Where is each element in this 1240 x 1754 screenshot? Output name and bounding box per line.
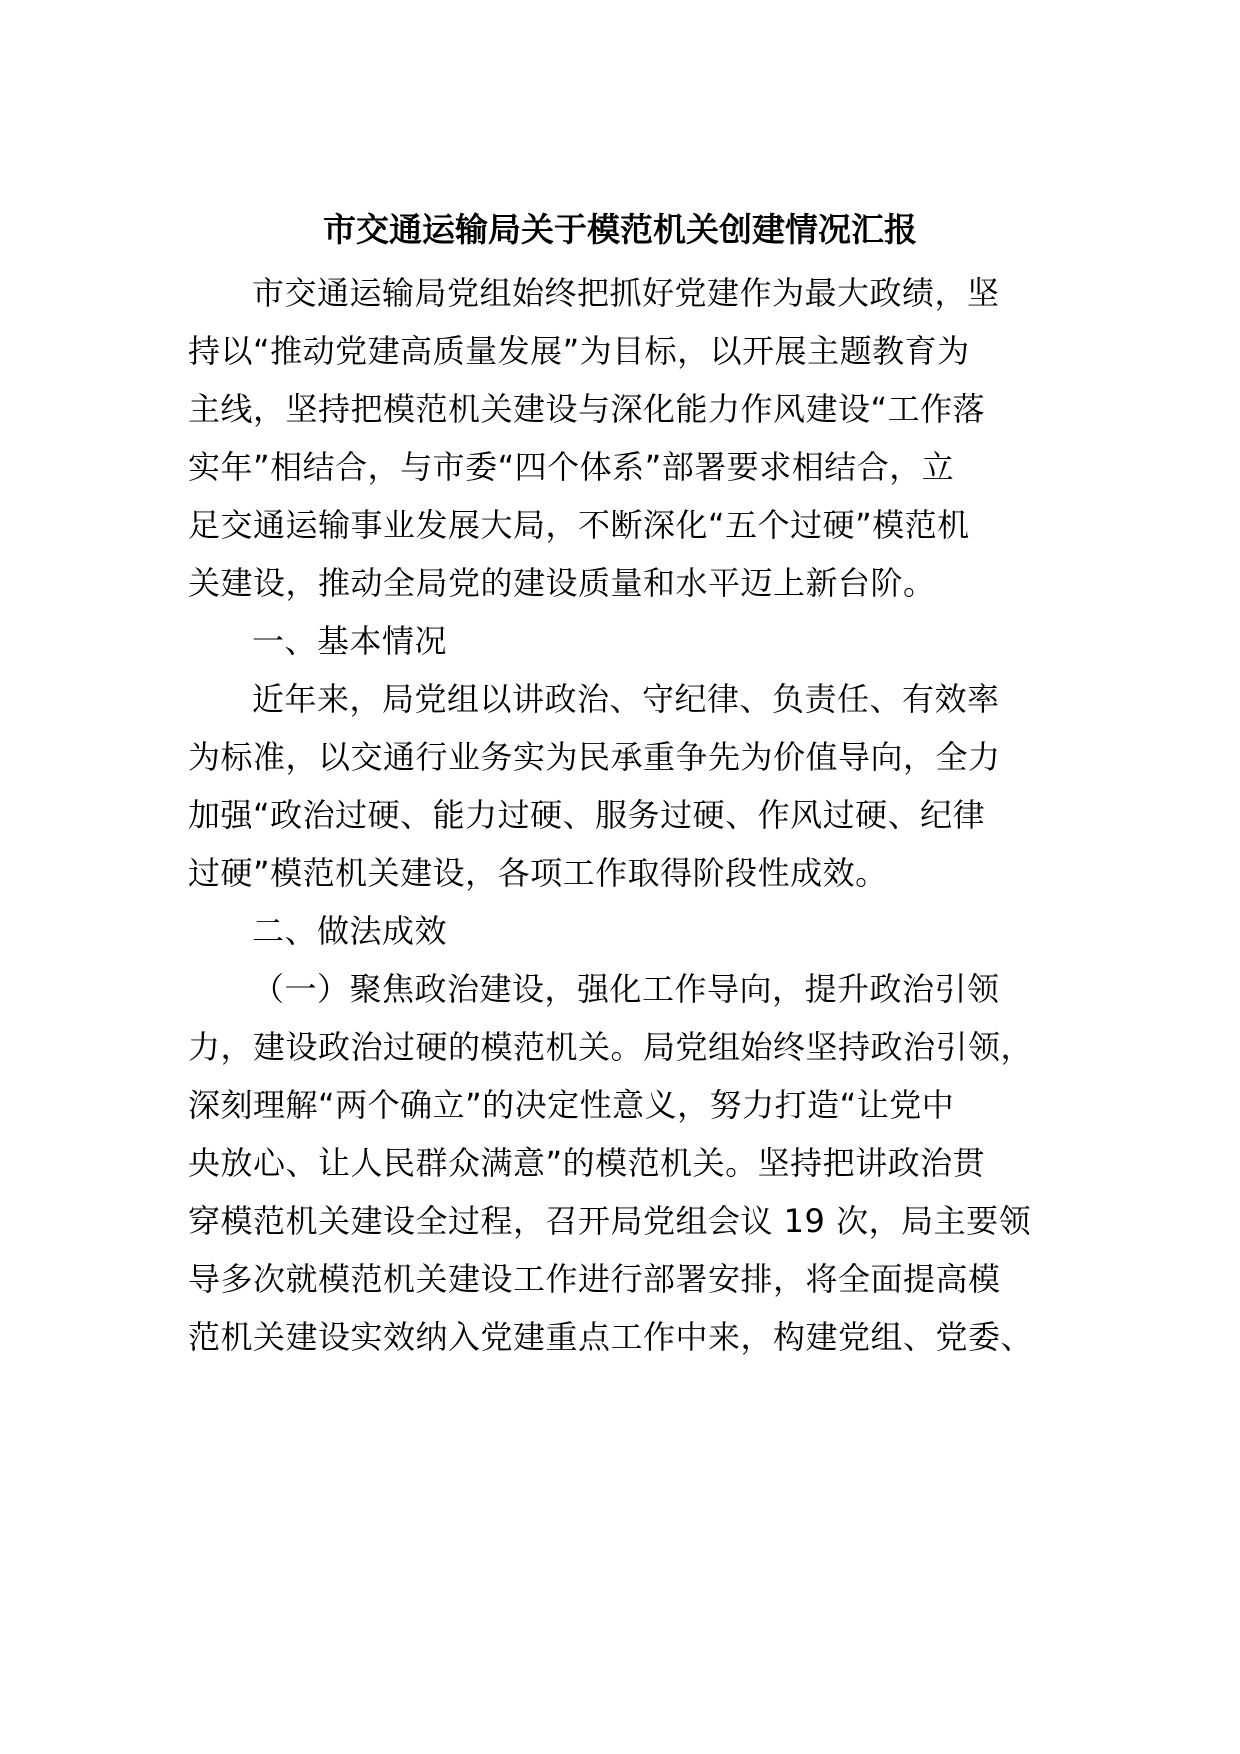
paragraph-line: 范机关建设实效纳入党建重点工作中来，构建党组、党委、 [188,1318,1034,1356]
paragraph-line: 为标准，以交通行业务实为民承重争先为价值导向，全力 [188,738,1001,776]
paragraph-line: 市交通运输局党组始终把抓好党建作为最大政绩，坚 [252,274,1000,312]
paragraph-line: 实年”相结合，与市委“四个体系”部署要求相结合，立 [188,448,955,486]
paragraph-line: 穿模范机关建设全过程，召开局党组会议 19 次，局主要领 [188,1202,1032,1240]
paragraph-line: 近年来，局党组以讲政治、守纪律、负责任、有效率 [252,680,1000,718]
paragraph-line: 关建设，推动全局党的建设质量和水平迈上新台阶。 [188,564,936,602]
paragraph-line: 足交通运输事业发展大局，不断深化“五个过硬”模范机 [188,506,970,544]
paragraph-line: 央放心、让人民群众满意”的模范机关。坚持把讲政治贯 [188,1144,986,1182]
paragraph-line: 过硬”模范机关建设，各项工作取得阶段性成效。 [188,854,888,892]
paragraph-line: 力，建设政治过硬的模范机关。局党组始终坚持政治引领， [188,1028,1034,1066]
paragraph-line: 导多次就模范机关建设工作进行部署安排，将全面提高模 [188,1260,1001,1298]
paragraph-line: 主线，坚持把模范机关建设与深化能力作风建设“工作落 [188,390,986,428]
section-heading-practices-results: 二、做法成效 [252,912,448,950]
section-heading-basic-situation: 一、基本情况 [252,622,448,660]
paragraph-line: 深刻理解“两个确立”的决定性意义，努力打造“让党中 [188,1086,955,1124]
document-title: 市交通运输局关于模范机关创建情况汇报 [323,210,917,249]
paragraph-line: 加强“政治过硬、能力过硬、服务过硬、作风过硬、纪律 [188,796,986,834]
paragraph-line: 持以“推动党建高质量发展”为目标，以开展主题教育为 [188,332,970,370]
subsection-heading-political-building: （一）聚焦政治建设，强化工作导向，提升政治引领 [252,970,1000,1008]
